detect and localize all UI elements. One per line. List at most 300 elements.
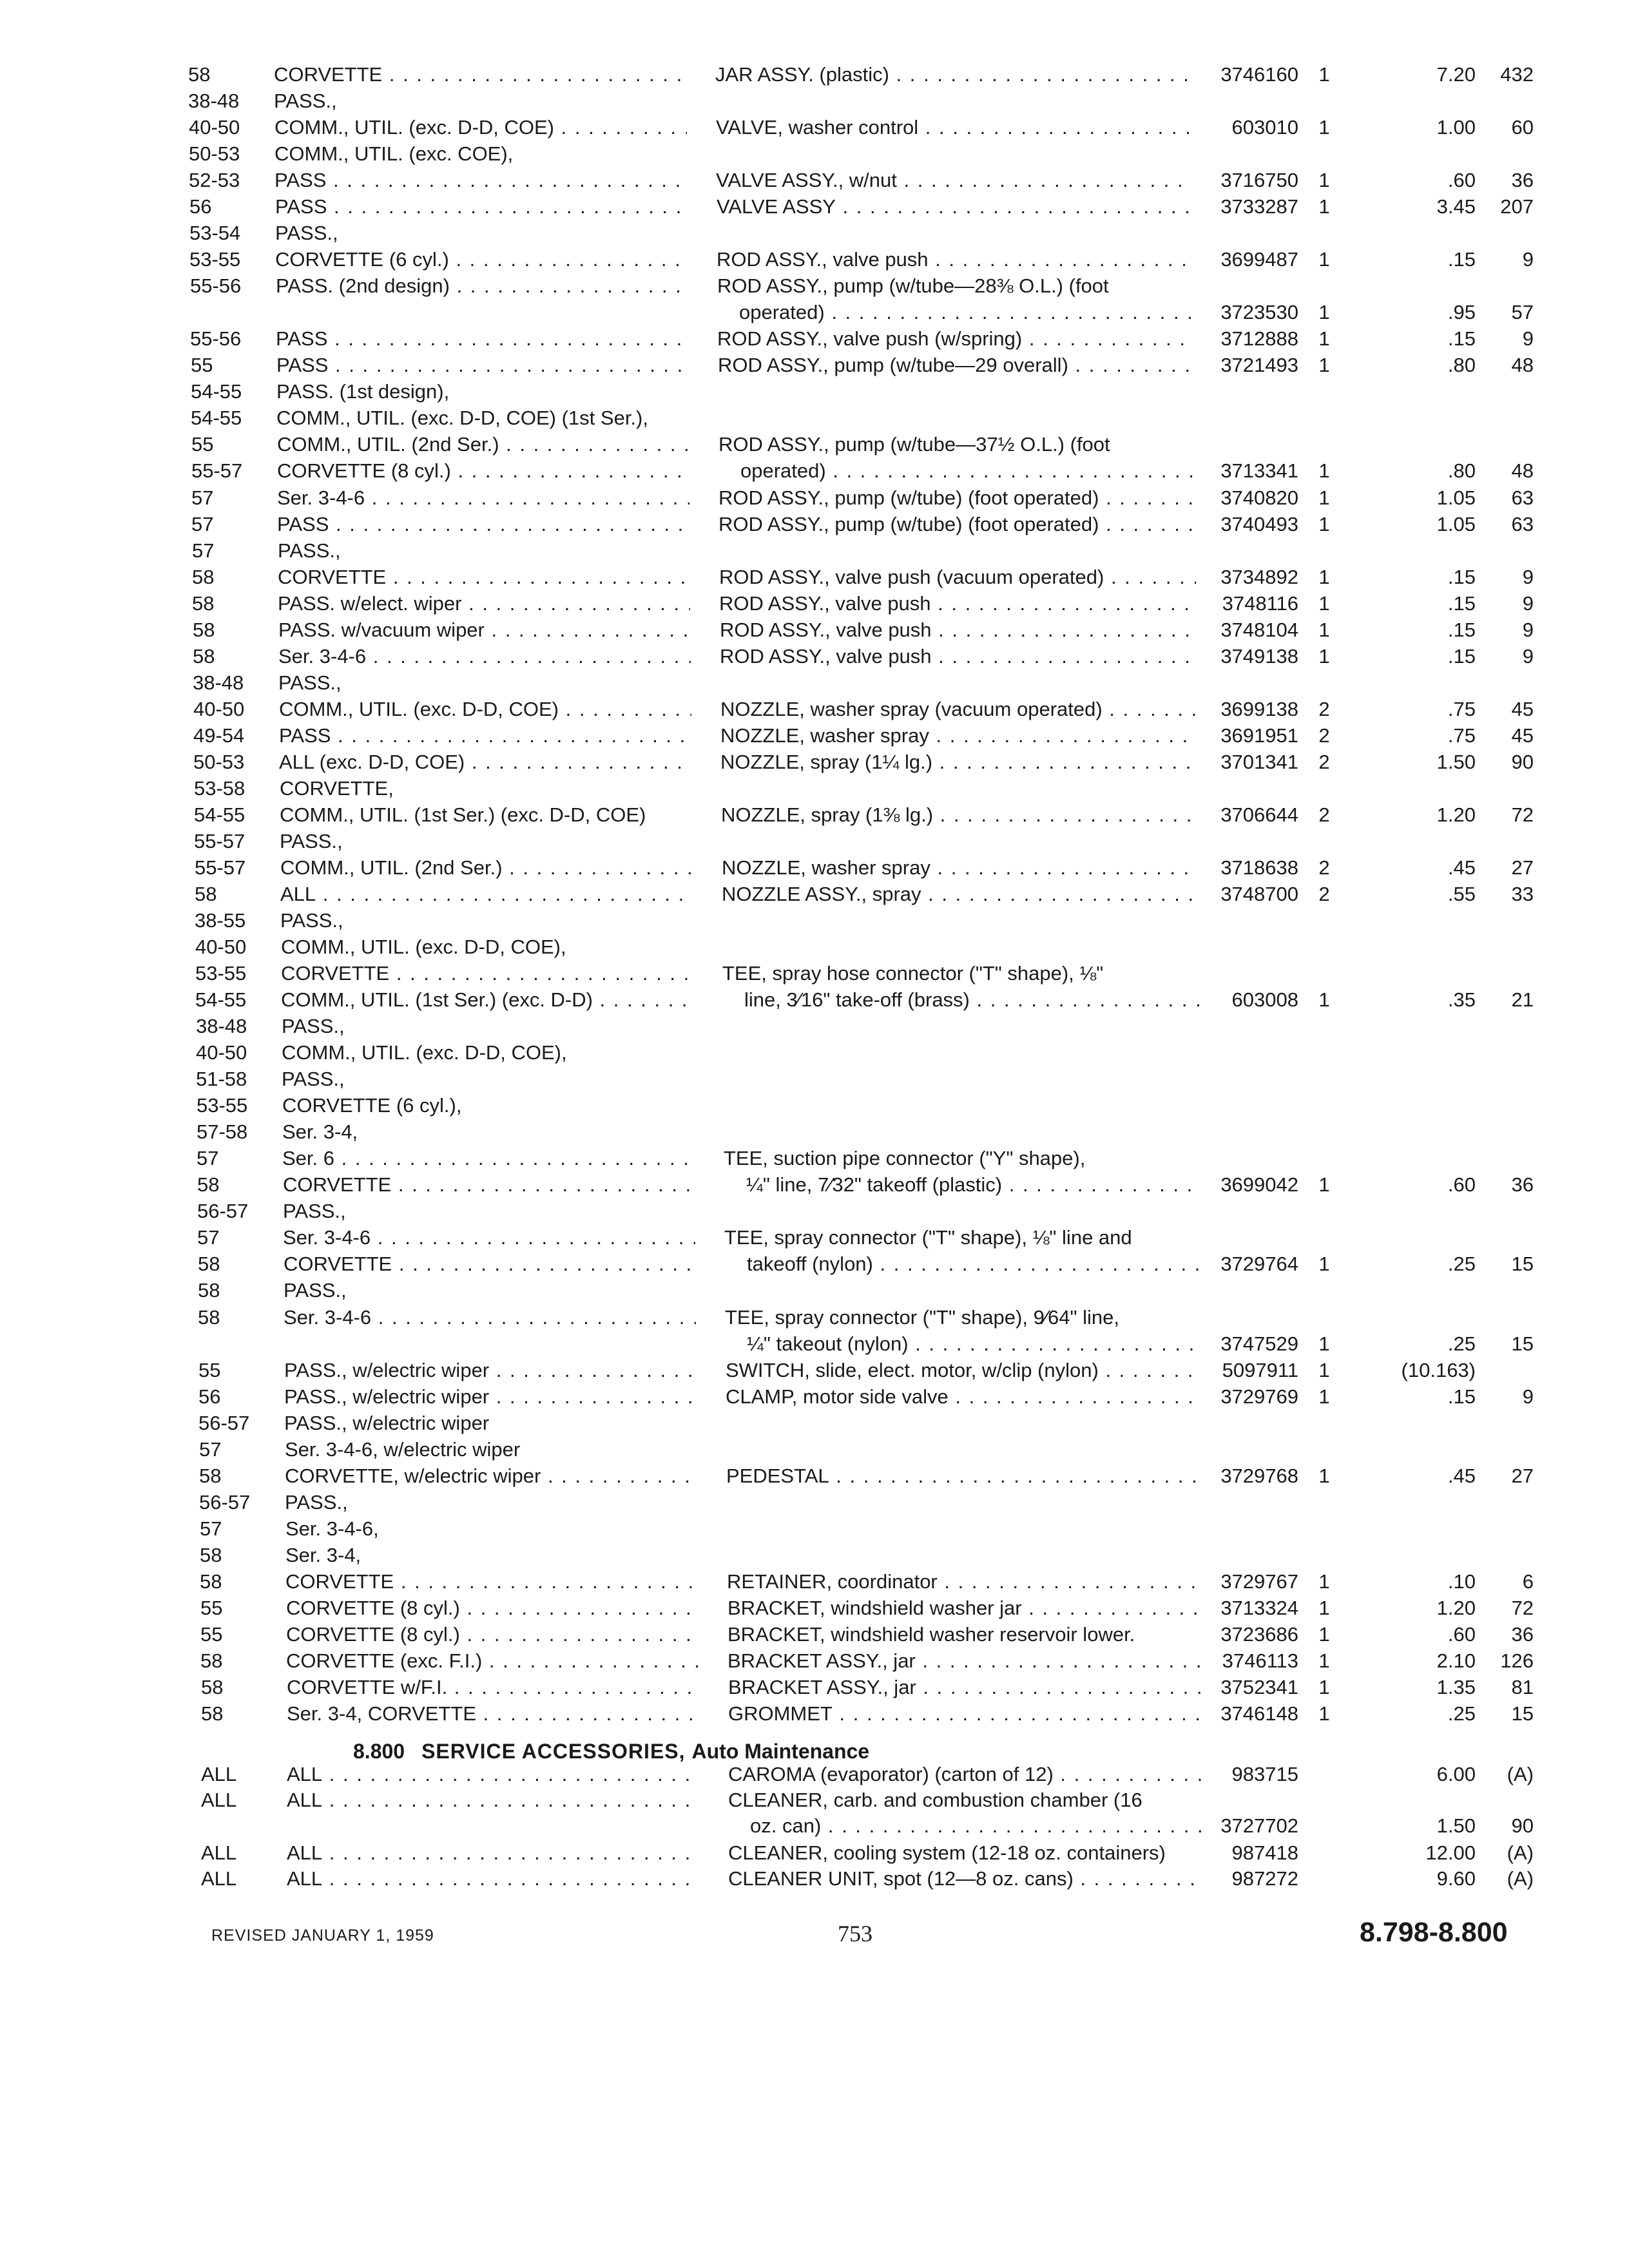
part-row: [0, 1516, 1629, 1542]
part-row: [0, 1463, 1629, 1489]
price-cell: .15: [1447, 248, 1476, 271]
model-cell: CORVETTE (8 cyl.) . . .: [277, 458, 689, 484]
list-price-cell: 207: [1500, 195, 1534, 218]
part-number-cell: 3747529: [1220, 1332, 1298, 1355]
year-cell: 53-54: [189, 222, 241, 244]
year-cell: 55-56: [190, 274, 242, 297]
price-cell: 3.45: [1436, 195, 1476, 218]
year-cell: 58: [200, 1544, 222, 1566]
list-price-cell: 126: [1500, 1649, 1534, 1672]
model-cell: PASS.,: [274, 90, 337, 112]
part-row: [0, 1490, 1629, 1515]
part-row: [0, 1410, 1629, 1436]
part-number-cell: 3746160: [1220, 63, 1298, 86]
description-cell: ROD ASSY., valve push . . .: [717, 247, 1193, 273]
year-cell: ALL: [201, 1867, 237, 1890]
part-row: [0, 485, 1629, 511]
part-row: [0, 1648, 1629, 1674]
model-cell: PASS.,: [282, 1015, 345, 1037]
quantity-cell: 1: [1318, 566, 1330, 588]
model-cell: Ser. 3-4,: [285, 1544, 361, 1566]
part-number-cell: 987418: [1231, 1841, 1298, 1864]
description-cell: ROD ASSY., valve push . . .: [719, 591, 1196, 617]
quantity-cell: 2: [1318, 803, 1330, 826]
part-number-cell: 3729769: [1220, 1385, 1298, 1408]
year-cell: 54-55: [191, 380, 242, 403]
part-row: [0, 247, 1629, 273]
part-row: [0, 1866, 1629, 1892]
part-row: [0, 405, 1629, 431]
year-cell: 55-57: [191, 459, 243, 482]
list-price-cell: 15: [1511, 1702, 1534, 1725]
price-cell: 1.05: [1436, 513, 1476, 535]
year-cell: 58: [197, 1173, 220, 1196]
part-row: [0, 802, 1629, 828]
description-cell: ROD ASSY., pump (w/tube—28⅜ O.L.) (foot: [717, 274, 1109, 297]
part-row: [0, 908, 1629, 934]
list-price-cell: 48: [1511, 354, 1534, 376]
year-cell: 56: [198, 1385, 221, 1408]
description-cell: TEE, spray connector ("T" shape), 9⁄64" line,: [725, 1306, 1119, 1329]
model-cell: PASS.,: [285, 1491, 348, 1514]
year-cell: 55: [200, 1623, 223, 1646]
part-number-cell: 3727702: [1220, 1814, 1298, 1837]
part-number-cell: 603008: [1231, 988, 1298, 1011]
price-cell: 12.00: [1425, 1841, 1476, 1864]
price-cell: .45: [1447, 1465, 1476, 1487]
part-row: [0, 1840, 1629, 1866]
year-cell: 55-57: [195, 856, 246, 879]
part-number-cell: 603010: [1231, 116, 1298, 139]
description-cell: ROD ASSY., valve push (vacuum operated) . . .: [719, 564, 1196, 590]
part-number-cell: 3746148: [1220, 1702, 1298, 1725]
part-row: [0, 1384, 1629, 1410]
part-row: [0, 115, 1629, 140]
part-number-cell: 987272: [1231, 1867, 1298, 1890]
year-cell: 53-55: [189, 248, 241, 271]
model-cell: CORVETTE . . .: [278, 564, 690, 590]
quantity-cell: 1: [1318, 1649, 1330, 1672]
revision-note: REVISED JANUARY 1, 1959: [211, 1927, 434, 1945]
model-cell: ALL . . .: [287, 1787, 699, 1813]
quantity-cell: 1: [1318, 1623, 1330, 1646]
description-cell: GROMMET . . .: [728, 1701, 1205, 1727]
part-number-cell: 3723686: [1220, 1623, 1298, 1646]
section-title: SERVICE ACCESSORIES,: [421, 1740, 686, 1763]
description-cell: ROD ASSY., valve push (w/spring) . . .: [717, 326, 1194, 352]
model-cell: PASS. w/vacuum wiper . . .: [278, 617, 691, 643]
quantity-cell: 1: [1318, 513, 1330, 535]
quantity-cell: 1: [1318, 1465, 1330, 1487]
price-cell: .45: [1447, 856, 1476, 879]
year-cell: ALL: [201, 1789, 237, 1811]
year-cell: 40-50: [195, 936, 247, 958]
description-cell: NOZZLE, spray (1¼ lg.) . . .: [720, 749, 1197, 775]
description-cell: CLEANER, cooling system (12-18 oz. containers): [728, 1841, 1166, 1864]
price-cell: .15: [1447, 645, 1476, 668]
price-cell: .60: [1447, 1173, 1476, 1196]
description-cell: line, 3⁄16" take-off (brass) . . .: [722, 987, 1199, 1013]
year-cell: 58: [198, 1279, 220, 1302]
description-cell: ROD ASSY., valve push . . .: [720, 617, 1197, 643]
model-cell: Ser. 3-4-6 . . .: [277, 485, 689, 511]
year-cell: 52-53: [189, 169, 240, 191]
quantity-cell: 2: [1318, 856, 1330, 879]
year-cell: 40-50: [196, 1041, 247, 1064]
model-cell: CORVETTE (8 cyl.) . . .: [286, 1622, 699, 1648]
model-cell: PASS.,: [280, 830, 343, 852]
part-row: [0, 987, 1629, 1013]
part-row: [0, 1251, 1629, 1277]
part-row: [0, 670, 1629, 696]
part-number-cell: 983715: [1231, 1763, 1298, 1785]
price-cell: 2.10: [1436, 1649, 1476, 1672]
model-cell: PASS.,: [275, 222, 338, 244]
part-row: [0, 1787, 1629, 1813]
section-number: 8.800: [353, 1740, 405, 1763]
part-row: [0, 1278, 1629, 1303]
year-cell: 55: [200, 1597, 223, 1619]
year-cell: 58: [192, 566, 215, 588]
model-cell: ALL . . .: [280, 881, 693, 907]
part-row: [0, 591, 1629, 617]
part-row: [0, 458, 1629, 484]
list-price-cell: 6: [1522, 1570, 1534, 1593]
year-cell: ALL: [201, 1841, 237, 1864]
price-cell: 6.00: [1436, 1763, 1476, 1785]
part-row: [0, 1622, 1629, 1648]
part-row: [0, 1198, 1629, 1224]
list-price-cell: 36: [1511, 1623, 1534, 1646]
part-row: [0, 1595, 1629, 1621]
part-row: [0, 855, 1629, 881]
price-cell: 1.00: [1436, 116, 1476, 139]
description-cell: operated) . . .: [717, 300, 1194, 325]
list-price-cell: 9: [1522, 327, 1534, 350]
price-cell: 1.35: [1436, 1676, 1476, 1698]
year-cell: 57: [191, 486, 214, 509]
description-cell: CLEANER, carb. and combustion chamber (16: [728, 1789, 1142, 1811]
part-row: [0, 1093, 1629, 1119]
description-cell: CLEANER UNIT, spot (12—8 oz. cans) . . .: [728, 1866, 1205, 1892]
year-cell: 56: [189, 195, 212, 218]
price-cell: .95: [1447, 301, 1476, 323]
part-row: [0, 723, 1629, 749]
price-cell: .80: [1447, 459, 1476, 482]
price-cell: .55: [1447, 883, 1476, 905]
description-cell: NOZZLE ASSY., spray . . .: [722, 881, 1199, 907]
quantity-cell: 1: [1318, 1676, 1330, 1698]
part-number-cell: 3716750: [1220, 169, 1298, 191]
model-cell: Ser. 3-4-6 . . .: [284, 1305, 696, 1331]
description-cell: ¼" takeout (nylon) . . .: [725, 1331, 1202, 1357]
model-cell: PASS . . .: [275, 194, 688, 220]
part-row: [0, 1014, 1629, 1039]
model-cell: CORVETTE w/F.I. . . .: [287, 1675, 699, 1700]
price-cell: 1.20: [1436, 1597, 1476, 1619]
price-cell: .15: [1447, 592, 1476, 615]
part-row: [0, 1358, 1629, 1383]
list-price-cell: 72: [1511, 1597, 1534, 1619]
quantity-cell: 1: [1318, 1359, 1330, 1381]
list-price-cell: 15: [1511, 1253, 1534, 1275]
model-cell: ALL . . .: [287, 1866, 699, 1892]
part-number-cell: 3718638: [1220, 856, 1298, 879]
model-cell: PASS., w/electric wiper . . .: [284, 1358, 697, 1383]
year-cell: 56-57: [198, 1412, 250, 1434]
quantity-cell: 1: [1318, 63, 1330, 86]
list-price-cell: 90: [1511, 751, 1534, 773]
price-cell: 1.50: [1436, 751, 1476, 773]
quantity-cell: 1: [1318, 1570, 1330, 1593]
model-cell: PASS. (2nd design) . . .: [276, 273, 688, 299]
quantity-cell: 2: [1318, 751, 1330, 773]
description-cell: BRACKET ASSY., jar . . .: [728, 1648, 1204, 1674]
description-cell: BRACKET, windshield washer jar . . .: [728, 1595, 1204, 1621]
price-cell: .35: [1447, 988, 1476, 1011]
quantity-cell: 1: [1318, 169, 1330, 191]
list-price-cell: 27: [1511, 1465, 1534, 1487]
description-cell: CLAMP, motor side valve . . .: [726, 1384, 1202, 1410]
price-cell: 9.60: [1436, 1867, 1476, 1890]
list-price-cell: 45: [1511, 724, 1534, 747]
list-price-cell: (A): [1507, 1763, 1534, 1785]
model-cell: PASS . . .: [275, 168, 687, 193]
price-cell: .15: [1447, 327, 1476, 350]
part-number-cell: 3699487: [1220, 248, 1298, 271]
year-cell: 55-57: [194, 830, 246, 852]
part-number-cell: 3748116: [1222, 592, 1298, 615]
year-cell: 38-55: [195, 909, 246, 932]
part-number-cell: 5097911: [1222, 1359, 1298, 1381]
list-price-cell: 15: [1511, 1332, 1534, 1355]
year-cell: 53-55: [195, 962, 247, 985]
price-cell: .75: [1447, 698, 1476, 720]
year-cell: 58: [195, 883, 217, 905]
year-cell: 51-58: [196, 1068, 247, 1090]
price-cell: 1.05: [1436, 486, 1476, 509]
quantity-cell: 1: [1318, 301, 1330, 323]
part-row: [0, 564, 1629, 590]
quantity-cell: 1: [1318, 1332, 1330, 1355]
model-cell: CORVETTE, w/electric wiper . . .: [285, 1463, 697, 1489]
model-cell: CORVETTE . . .: [284, 1251, 696, 1277]
page-number: 753: [838, 1921, 872, 1946]
year-cell: 53-58: [194, 777, 246, 800]
description-cell: NOZZLE, washer spray . . .: [720, 723, 1197, 749]
list-price-cell: 90: [1511, 1814, 1534, 1837]
year-cell: 40-50: [193, 698, 245, 720]
year-cell: 57: [191, 513, 214, 535]
part-row: [0, 617, 1629, 643]
list-price-cell: 33: [1511, 883, 1534, 905]
quantity-cell: 2: [1318, 883, 1330, 905]
model-cell: PASS.,: [280, 909, 343, 932]
part-number-cell: 3699138: [1220, 698, 1298, 720]
model-cell: COMM., UTIL. (exc. D-D, COE) . . .: [275, 115, 687, 140]
quantity-cell: 1: [1318, 1597, 1330, 1619]
year-cell: 54-55: [191, 407, 242, 429]
quantity-cell: 1: [1318, 459, 1330, 482]
list-price-cell: (A): [1507, 1867, 1534, 1890]
description-cell: BRACKET, windshield washer reservoir lower.: [728, 1623, 1135, 1646]
list-price-cell: (A): [1507, 1841, 1534, 1864]
description-cell: VALVE, washer control . . .: [716, 115, 1193, 140]
model-cell: CORVETTE (6 cyl.),: [282, 1094, 462, 1117]
model-cell: PASS . . .: [276, 326, 688, 352]
description-cell: NOZZLE, washer spray (vacuum operated) . . .: [720, 697, 1197, 722]
list-price-cell: 9: [1522, 619, 1534, 641]
year-cell: 50-53: [189, 142, 240, 165]
list-price-cell: 63: [1511, 486, 1534, 509]
model-cell: Ser. 3-4-6 . . .: [283, 1225, 695, 1251]
part-number-cell: 3723530: [1220, 301, 1298, 323]
description-cell: BRACKET ASSY., jar . . .: [728, 1675, 1205, 1700]
model-cell: COMM., UTIL. (exc. D-D, COE),: [281, 936, 566, 958]
year-cell: 38-48: [196, 1015, 247, 1037]
model-cell: COMM., UTIL. (1st Ser.) (exc. D-D, COE): [280, 803, 646, 826]
price-cell: .25: [1447, 1702, 1476, 1725]
part-row: [0, 538, 1629, 564]
part-number-cell: 3729767: [1220, 1570, 1298, 1593]
part-row: [0, 697, 1629, 722]
model-cell: Ser. 3-4,: [282, 1120, 358, 1143]
price-cell: .60: [1447, 169, 1476, 191]
part-number-cell: 3691951: [1220, 724, 1298, 747]
price-cell: .10: [1447, 1570, 1476, 1593]
part-row: [0, 1542, 1629, 1568]
model-cell: PASS.,: [278, 539, 341, 562]
model-cell: PASS.,: [282, 1068, 345, 1090]
part-row: [0, 62, 1629, 88]
model-cell: COMM., UTIL. (exc. D-D, COE),: [282, 1041, 567, 1064]
year-cell: 56-57: [197, 1200, 249, 1222]
year-cell: 38-48: [193, 671, 244, 694]
year-cell: 58: [200, 1649, 223, 1672]
model-cell: CORVETTE . . .: [285, 1569, 698, 1595]
quantity-cell: 1: [1318, 116, 1330, 139]
quantity-cell: 1: [1318, 988, 1330, 1011]
part-row: [0, 432, 1629, 457]
list-price-cell: 27: [1511, 856, 1534, 879]
description-cell: TEE, spray connector ("T" shape), ⅛" line and: [724, 1226, 1132, 1249]
quantity-cell: 1: [1318, 248, 1330, 271]
part-row: [0, 961, 1629, 986]
year-cell: 55: [191, 433, 214, 456]
price-cell: (10.163): [1401, 1359, 1476, 1381]
list-price-cell: 57: [1511, 301, 1534, 323]
list-price-cell: 21: [1511, 988, 1534, 1011]
part-row: [0, 352, 1629, 378]
part-number-cell: 3729764: [1220, 1253, 1298, 1275]
price-cell: .15: [1447, 1385, 1476, 1408]
quantity-cell: 1: [1318, 354, 1330, 376]
model-cell: COMM., UTIL. (exc. D-D, COE) (1st Ser.),: [276, 407, 648, 429]
model-cell: COMM., UTIL. (exc. D-D, COE) . . .: [279, 697, 691, 722]
year-cell: 58: [200, 1570, 222, 1593]
year-cell: 55-56: [190, 327, 242, 350]
description-cell: operated) . . .: [718, 458, 1195, 484]
model-cell: PASS. w/elect. wiper . . .: [278, 591, 690, 617]
part-row: [0, 1305, 1629, 1331]
year-cell: 50-53: [193, 751, 245, 773]
quantity-cell: 1: [1318, 1253, 1330, 1275]
model-cell: PASS., w/electric wiper: [284, 1412, 490, 1434]
description-cell: VALVE ASSY . . .: [717, 194, 1193, 220]
part-row: [0, 881, 1629, 907]
part-row: [0, 1146, 1629, 1171]
year-cell: ALL: [201, 1763, 237, 1785]
model-cell: PASS., w/electric wiper . . .: [284, 1384, 697, 1410]
part-row: [0, 1813, 1629, 1839]
part-row: [0, 88, 1629, 114]
description-cell: SWITCH, slide, elect. motor, w/clip (nylon) . . .: [726, 1358, 1202, 1383]
part-row: [0, 1701, 1629, 1727]
part-row: [0, 829, 1629, 854]
year-cell: 57: [197, 1226, 220, 1249]
part-row: [0, 1569, 1629, 1595]
part-row: [0, 1331, 1629, 1357]
section-subtitle: Auto Maintenance: [691, 1740, 870, 1763]
price-cell: .80: [1447, 354, 1476, 376]
description-cell: oz. can) . . .: [728, 1813, 1205, 1839]
model-cell: COMM., UTIL. (2nd Ser.) . . .: [280, 855, 693, 881]
description-cell: VALVE ASSY., w/nut . . .: [716, 168, 1193, 193]
year-cell: 54-55: [194, 803, 246, 826]
year-cell: 40-50: [189, 116, 240, 139]
quantity-cell: 1: [1318, 1702, 1330, 1725]
quantity-cell: 1: [1318, 327, 1330, 350]
part-number-cell: 3740493: [1220, 513, 1298, 535]
part-row: [0, 1437, 1629, 1463]
part-number-cell: 3748104: [1220, 619, 1298, 641]
list-price-cell: 9: [1522, 1385, 1534, 1408]
list-price-cell: 9: [1522, 248, 1534, 271]
part-row: [0, 1066, 1629, 1092]
part-row: [0, 644, 1629, 669]
quantity-cell: 1: [1318, 486, 1330, 509]
description-cell: ROD ASSY., pump (w/tube—37½ O.L.) (foot: [718, 433, 1110, 456]
part-number-cell: 3706644: [1220, 803, 1298, 826]
model-cell: Ser. 3-4, CORVETTE . . .: [287, 1701, 699, 1727]
list-price-cell: 45: [1511, 698, 1534, 720]
price-cell: .15: [1447, 619, 1476, 641]
list-price-cell: 60: [1511, 116, 1534, 139]
part-number-cell: 3699042: [1220, 1173, 1298, 1196]
year-cell: 58: [193, 645, 215, 668]
description-cell: CAROMA (evaporator) (carton of 12) . . .: [728, 1762, 1205, 1787]
description-cell: NOZZLE, washer spray . . .: [722, 855, 1199, 881]
quantity-cell: 1: [1318, 195, 1330, 218]
part-row: [0, 1040, 1629, 1066]
part-row: [0, 1172, 1629, 1198]
part-row: [0, 194, 1629, 220]
list-price-cell: 9: [1522, 566, 1534, 588]
model-cell: CORVETTE (6 cyl.) . . .: [275, 247, 688, 273]
model-cell: CORVETTE (exc. F.I.) . . .: [286, 1648, 699, 1674]
part-row: [0, 934, 1629, 960]
list-price-cell: 63: [1511, 513, 1534, 535]
model-cell: COMM., UTIL. (1st Ser.) (exc. D-D) . . .: [281, 987, 693, 1013]
part-number-cell: 3748700: [1220, 883, 1298, 905]
description-cell: ROD ASSY., pump (w/tube) (foot operated) . . .: [718, 485, 1195, 511]
part-row: [0, 512, 1629, 537]
year-cell: 55: [191, 354, 213, 376]
price-cell: .75: [1447, 724, 1476, 747]
part-number-cell: 3729768: [1220, 1465, 1298, 1487]
list-price-cell: 72: [1511, 803, 1534, 826]
model-cell: ALL . . .: [287, 1840, 699, 1866]
